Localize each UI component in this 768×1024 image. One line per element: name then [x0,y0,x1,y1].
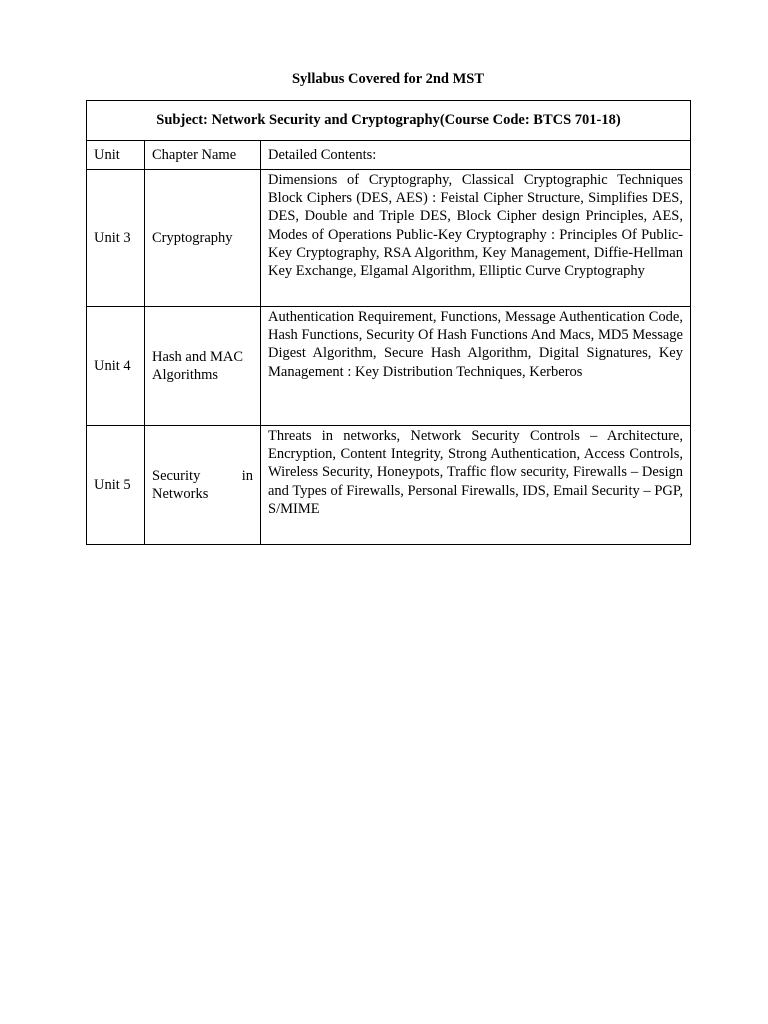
chapter-line [152,467,253,485]
table-header-row [87,141,691,170]
document-title: Syllabus Covered for 2nd MST [291,71,485,87]
subject-heading: Subject: Network Security and Cryptography(Course Code: BTCS 701-18) [87,101,691,141]
unit-cell: Unit 3 [87,170,145,307]
header-detailed-contents: Detailed Contents: [261,141,691,170]
table-row [87,307,691,426]
table-row [87,170,691,307]
table-row [87,426,691,545]
chapter-cell [145,426,261,545]
contents-cell: Dimensions of Cryptography, Classical Cryptographic Techniques Block Ciphers (DES, AES) : Feistal Cipher Structure, Simplifies DES, DES, Double and Triple DES, Block Cipher design Principles, AES, Modes of Operations Public-Key Cryptography : Principles Of Public-Key Cryptography, RSA Algorithm, Key Management, Diffie-Hellman Key Exchange, Elgamal Algorithm, Elliptic Curve Cryptography [261,170,691,307]
contents-cell: Authentication Requirement, Functions, Message Authentication Code, Hash Functions, Security Of Hash Functions And Macs, MD5 Message Digest Algorithm, Secure Hash Algorithm, Digital Signatures, Key Management : Key Distribution Techniques, Kerberos [261,307,691,426]
chapter-word: Security [152,467,201,484]
chapter-line: Algorithms [152,367,219,383]
unit-cell: Unit 5 [87,426,145,545]
syllabus-table [86,100,691,545]
chapter-word: in [241,467,253,484]
contents-cell: Threats in networks, Network Security Controls – Architecture, Encryption, Content Integrity, Strong Authentication, Access Controls, Wireless Security, Honeypots, Traffic flow security, Firewalls – Design and Types of Firewalls, Personal Firewalls, IDS, Email Security – PGP, S/MIME [261,426,691,545]
chapter-cell [145,307,261,426]
unit-cell: Unit 4 [87,307,145,426]
subject-row [87,101,691,141]
chapter-line: Hash and MAC [152,348,244,365]
header-unit: Unit [87,141,145,170]
chapter-cell: Cryptography [145,170,261,307]
header-chapter-name: Chapter Name [145,141,261,170]
chapter-line: Networks [152,486,209,502]
